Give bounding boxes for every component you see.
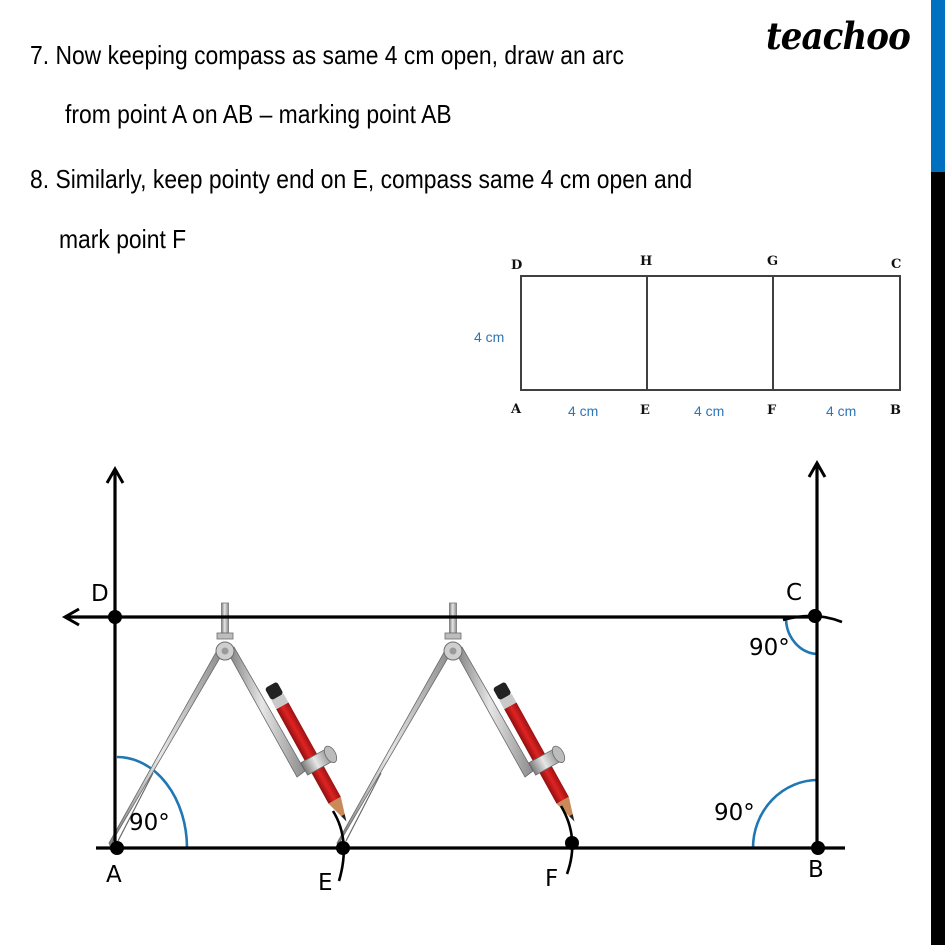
point-B xyxy=(811,841,825,855)
ref-label-E: E xyxy=(640,403,650,418)
ref-label-A: A xyxy=(511,402,522,417)
ref-label-C: C xyxy=(891,257,902,272)
label-A: A xyxy=(106,862,122,888)
angle-arc-B xyxy=(753,780,818,848)
label-C: C xyxy=(786,580,803,606)
angle-label-C: 90° xyxy=(749,635,790,661)
compass-icon-2 xyxy=(337,603,580,848)
label-D: D xyxy=(91,581,109,607)
ref-label-H: H xyxy=(640,254,653,269)
ref-label-F: F xyxy=(767,403,777,418)
step-7-line-1: 7. Now keeping compass as same 4 cm open, draw an arc xyxy=(30,40,624,70)
point-E xyxy=(336,841,350,855)
ref-dim-EF: 4 cm xyxy=(694,403,725,419)
label-E: E xyxy=(318,870,333,896)
angle-arc-C xyxy=(786,619,817,654)
point-C xyxy=(808,609,822,623)
point-D xyxy=(108,610,122,624)
step-8-line-1: 8. Similarly, keep pointy end on E, compass same 4 cm open and xyxy=(30,164,693,194)
ref-dim-side: 4 cm xyxy=(474,329,505,345)
ref-dim-AE: 4 cm xyxy=(568,403,599,419)
label-B: B xyxy=(808,857,824,883)
ref-label-D: D xyxy=(511,258,523,273)
angle-label-A: 90° xyxy=(129,810,170,836)
point-F xyxy=(565,836,579,850)
step-8-line-2: mark point F xyxy=(59,224,187,254)
step-7-line-2: from point A on AB – marking point AB xyxy=(65,99,452,129)
label-F: F xyxy=(545,866,559,892)
angle-label-B: 90° xyxy=(714,800,755,826)
ref-dim-FB: 4 cm xyxy=(826,403,857,419)
ref-label-B: B xyxy=(890,403,901,418)
ref-label-G: G xyxy=(767,254,779,269)
teachoo-logo: teachoo xyxy=(766,14,910,58)
point-A xyxy=(110,841,124,855)
